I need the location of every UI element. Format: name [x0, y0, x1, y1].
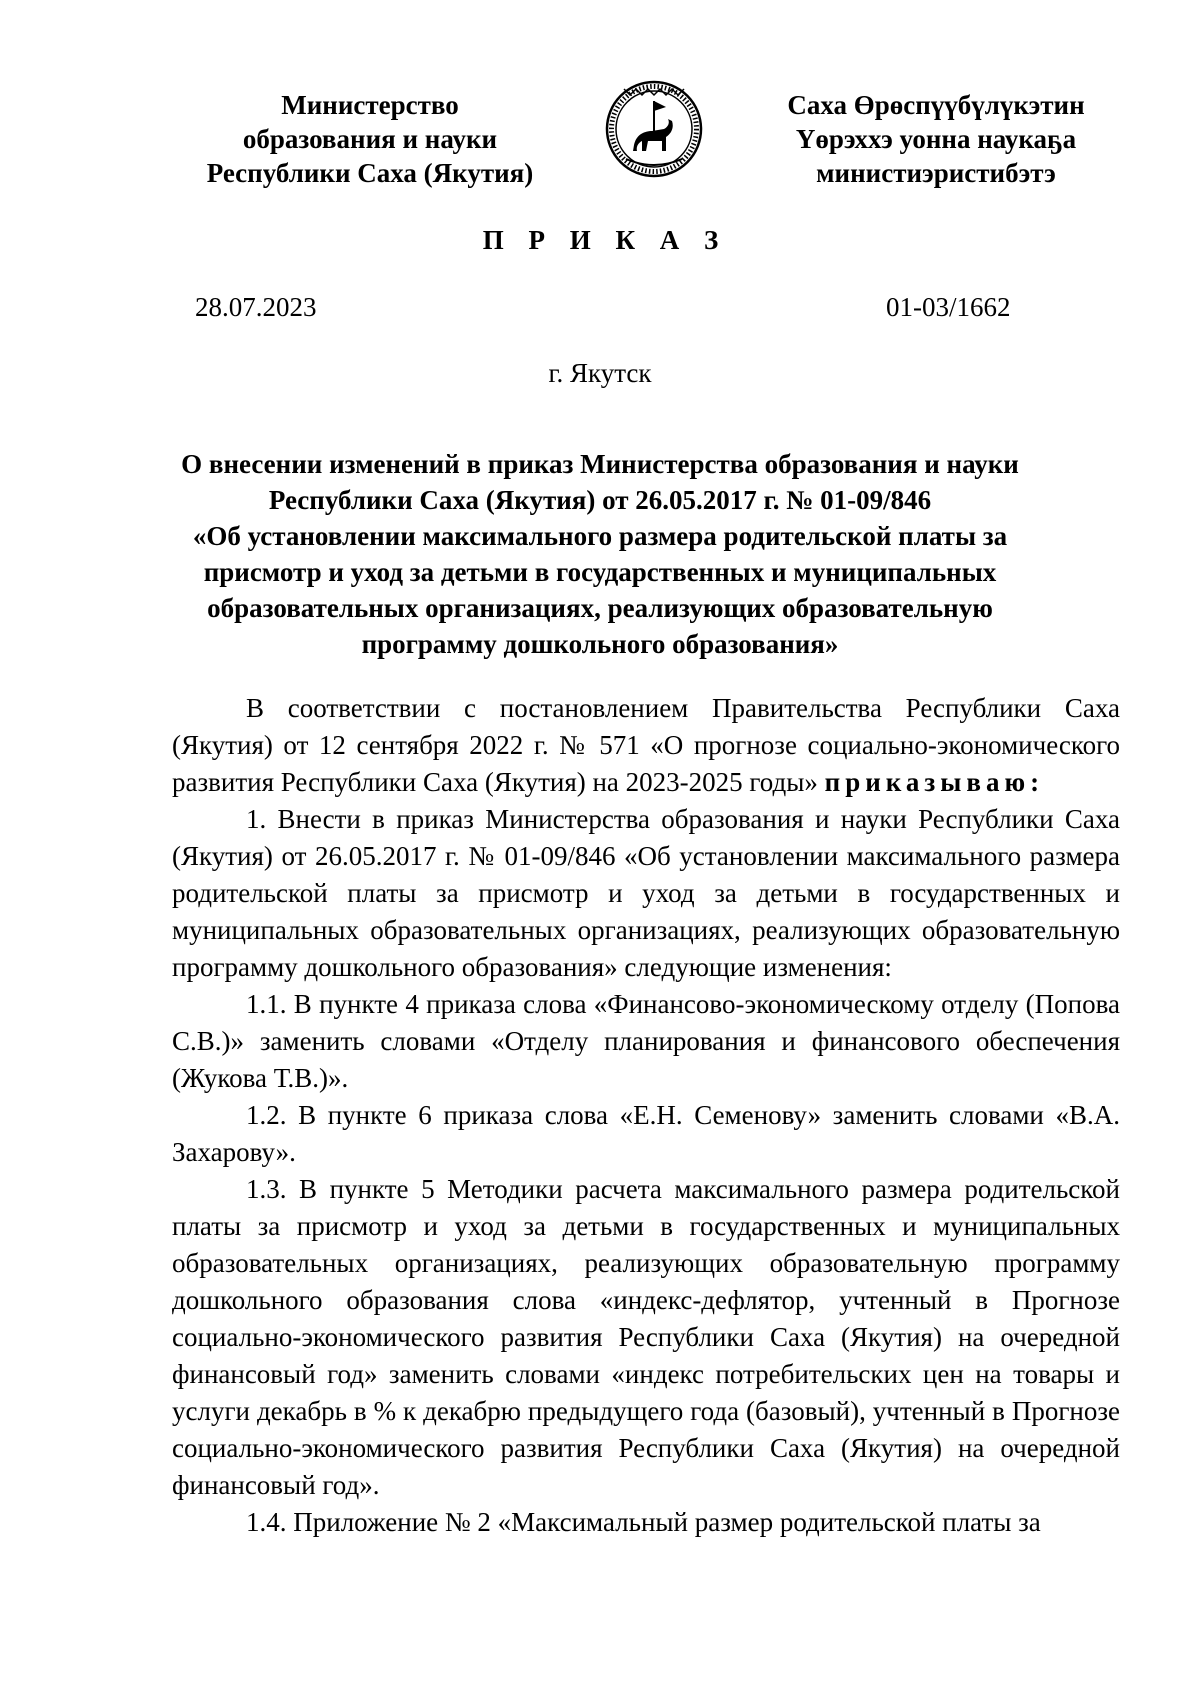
- ministry-name-sakha: [756, 88, 1116, 190]
- paragraph-1-1: 1.1. В пункте 4 приказа слова «Финансово-экономическому отделу (Попова С.В.)» заменить словами «Отделу планирования и финансового обеспечения (Жукова Т.В.)».: [172, 989, 1120, 1093]
- subject-line: программу дошкольного образования»: [361, 629, 839, 659]
- ministry-name-line: Министерство: [281, 90, 459, 120]
- command-word: приказываю:: [824, 767, 1045, 797]
- intro-text: В соответствии с постановлением Правительства Республики Саха (Якутия) от 12 сентября 2022 г. № 571 «О прогнозе социально-экономического развития Республики Саха (Якутия) на 2023-2025 годы»: [172, 693, 1120, 797]
- ministry-name-line: образования и науки: [242, 124, 498, 154]
- paragraph-1-3: 1.3. В пункте 5 Методики расчета максимального размера родительской платы за присмотр и уход за детьми в государственных и муниципальных образовательных организациях, реализующих образовательную программу дошкольного образования слова «индекс-дефлятор, учтенный в Прогнозе социально-экономического развития Республики Саха (Якутия) на очередной финансовый год» заменить словами «индекс потребительских цен на товары и услуги декабрь в % к декабрю предыдущего года (базовый), учтенный в Прогнозе социально-экономического развития Республики Саха (Якутия) на очередной финансовый год».: [172, 1174, 1120, 1500]
- subject-line: О внесении изменений в приказ Министерства образования и науки: [181, 449, 1019, 479]
- ministry-name-russian: [190, 88, 550, 190]
- intro-paragraph: [172, 690, 1120, 801]
- order-city: г. Якутск: [548, 358, 652, 388]
- ministry-name-line: Үөрэххэ уонна наукаҕа: [795, 124, 1077, 154]
- ministry-name-line: министиэристибэтэ: [816, 158, 1056, 188]
- ministry-name-line: Саха Өрөспүүбүлүкэтин: [787, 90, 1085, 120]
- subject-line: Республики Саха (Якутия) от 26.05.2017 г. № 01-09/846: [268, 485, 932, 515]
- order-date: 28.07.2023: [195, 292, 317, 322]
- ministry-name-line: Республики Саха (Якутия): [206, 158, 534, 188]
- order-subject: [160, 446, 1040, 662]
- order-number: 01-03/1662: [886, 292, 1011, 322]
- subject-line: «Об установлении максимального размера родительской платы за: [192, 521, 1008, 551]
- paragraph-1-2: 1.2. В пункте 6 приказа слова «Е.Н. Семенову» заменить словами «В.А. Захарову».: [172, 1100, 1120, 1167]
- subject-line: образовательных организациях, реализующих образовательную: [207, 593, 993, 623]
- paragraph-1-4: 1.4. Приложение № 2 «Максимальный размер родительской платы за: [246, 1507, 1041, 1537]
- paragraph-1: 1. Внести в приказ Министерства образования и науки Республики Саха (Якутия) от 26.05.2017 г. № 01-09/846 «Об установлении максимального размера родительской платы за присмотр и уход за детьми в государственных и муниципальных образовательных организациях, реализующих образовательную программу дошкольного образования» следующие изменения:: [172, 804, 1120, 982]
- subject-line: присмотр и уход за детьми в государственных и муниципальных: [203, 557, 997, 587]
- coat-of-arms-icon: [604, 79, 704, 179]
- order-title: П Р И К А З: [482, 225, 728, 255]
- order-body: [172, 690, 1120, 1541]
